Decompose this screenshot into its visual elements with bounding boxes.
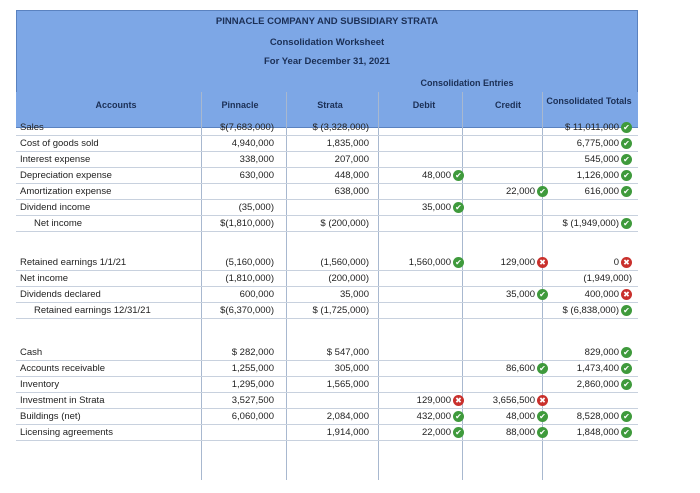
col-debit: Debit bbox=[412, 100, 436, 110]
x-icon: ✖ bbox=[537, 395, 548, 406]
strata-cell: 1,565,000 bbox=[326, 379, 369, 390]
check-icon: ✔ bbox=[537, 411, 548, 422]
col-pinnacle: Pinnacle bbox=[221, 100, 259, 110]
check-icon: ✔ bbox=[537, 289, 548, 300]
company-title: PINNACLE COMPANY AND SUBSIDIARY STRATA bbox=[215, 16, 439, 27]
x-icon: ✖ bbox=[537, 257, 548, 268]
strata-cell: 638,000 bbox=[334, 186, 369, 197]
debit-cell[interactable] bbox=[384, 216, 464, 231]
strata-cell: 1,914,000 bbox=[326, 427, 369, 438]
table-row bbox=[16, 377, 638, 392]
strata-cell bbox=[291, 393, 369, 408]
table-row bbox=[16, 152, 638, 167]
strata-cell: (1,560,000) bbox=[320, 257, 369, 268]
total-cell[interactable]: 6,775,000 ✔ bbox=[546, 136, 632, 151]
consolidation-worksheet bbox=[16, 10, 638, 480]
pinnacle-cell bbox=[206, 425, 274, 440]
pinnacle-cell: (1,810,000) bbox=[225, 273, 274, 284]
credit-cell[interactable]: 86,600 ✔ bbox=[468, 361, 548, 376]
debit-cell[interactable]: 48,000 ✔ bbox=[384, 168, 464, 183]
account-name: Inventory bbox=[20, 379, 60, 390]
consolidation-entries-header: Consolidation Entries bbox=[420, 78, 514, 88]
account-name: Net income bbox=[20, 273, 69, 284]
table-row bbox=[16, 425, 638, 440]
account-name: Interest expense bbox=[20, 154, 91, 165]
debit-cell[interactable] bbox=[384, 377, 464, 392]
check-icon: ✔ bbox=[537, 186, 548, 197]
pinnacle-cell: 3,527,500 bbox=[231, 395, 274, 406]
credit-cell[interactable] bbox=[468, 303, 548, 318]
check-icon: ✔ bbox=[453, 202, 464, 213]
account-name: Licensing agreements bbox=[20, 427, 113, 438]
pinnacle-cell: 600,000 bbox=[239, 289, 274, 300]
credit-cell[interactable] bbox=[468, 216, 548, 231]
account-name: Amortization expense bbox=[20, 186, 112, 197]
account-name: Retained earnings 1/1/21 bbox=[20, 257, 127, 268]
check-icon: ✔ bbox=[621, 427, 632, 438]
pinnacle-cell: 1,255,000 bbox=[231, 363, 274, 374]
account-name: Investment in Strata bbox=[20, 395, 105, 406]
worksheet-period: For Year December 31, 2021 bbox=[263, 56, 391, 67]
table-row bbox=[16, 271, 638, 286]
account-name: Net income bbox=[34, 218, 83, 229]
debit-cell[interactable] bbox=[384, 361, 464, 376]
total-cell[interactable]: 545,000 ✔ bbox=[546, 152, 632, 167]
check-icon: ✔ bbox=[537, 363, 548, 374]
total-cell[interactable]: 400,000 ✖ bbox=[546, 287, 632, 302]
strata-cell: $ (3,328,000) bbox=[312, 122, 369, 133]
strata-cell: $ 547,000 bbox=[326, 347, 369, 358]
total-cell[interactable]: $ (1,949,000) ✔ bbox=[546, 216, 632, 231]
total-cell[interactable]: $ 11,011,000 ✔ bbox=[546, 120, 632, 135]
account-name: Buildings (net) bbox=[20, 411, 81, 422]
strata-cell: (200,000) bbox=[328, 273, 369, 284]
table-row bbox=[16, 287, 638, 302]
debit-cell[interactable]: 129,000 ✖ bbox=[384, 393, 464, 408]
debit-cell[interactable] bbox=[384, 303, 464, 318]
total-cell[interactable]: 2,860,000 ✔ bbox=[546, 377, 632, 392]
pinnacle-cell bbox=[206, 184, 274, 199]
table-row bbox=[16, 120, 638, 135]
account-name: Cost of goods sold bbox=[20, 138, 99, 149]
col-credit: Credit bbox=[494, 100, 521, 110]
pinnacle-cell: (5,160,000) bbox=[225, 257, 274, 268]
total-cell[interactable] bbox=[546, 200, 632, 215]
check-icon: ✔ bbox=[453, 427, 464, 438]
credit-cell[interactable]: 88,000 ✔ bbox=[468, 425, 548, 440]
credit-cell[interactable] bbox=[468, 200, 548, 215]
x-icon: ✖ bbox=[621, 289, 632, 300]
check-icon: ✔ bbox=[621, 347, 632, 358]
debit-cell[interactable] bbox=[384, 120, 464, 135]
strata-cell: 1,835,000 bbox=[326, 138, 369, 149]
credit-cell[interactable] bbox=[468, 136, 548, 151]
account-name: Dividend income bbox=[20, 202, 91, 213]
total-cell[interactable]: (1,949,000) bbox=[583, 273, 632, 284]
col-consolidated: Consolidated Totals bbox=[546, 96, 632, 106]
check-icon: ✔ bbox=[621, 186, 632, 197]
credit-cell[interactable] bbox=[468, 168, 548, 183]
row-divider bbox=[16, 318, 638, 319]
account-name: Cash bbox=[20, 347, 43, 358]
credit-cell[interactable]: 22,000 ✔ bbox=[468, 184, 548, 199]
worksheet-title: Consolidation Worksheet bbox=[269, 37, 385, 48]
pinnacle-cell: 338,000 bbox=[239, 154, 274, 165]
row-divider bbox=[16, 231, 638, 232]
check-icon: ✔ bbox=[621, 138, 632, 149]
strata-cell: 207,000 bbox=[334, 154, 369, 165]
credit-cell[interactable] bbox=[468, 345, 548, 360]
table-row bbox=[16, 168, 638, 183]
total-cell[interactable]: 1,126,000 ✔ bbox=[546, 168, 632, 183]
pinnacle-cell: 1,295,000 bbox=[231, 379, 274, 390]
account-name: Retained earnings 12/31/21 bbox=[34, 305, 151, 316]
debit-cell[interactable]: 432,000 ✔ bbox=[384, 409, 464, 424]
table-row bbox=[16, 361, 638, 376]
account-name: Dividends declared bbox=[20, 289, 101, 300]
debit-cell[interactable] bbox=[384, 136, 464, 151]
table-row bbox=[16, 393, 638, 408]
total-cell[interactable]: 616,000 ✔ bbox=[546, 184, 632, 199]
account-name: Depreciation expense bbox=[20, 170, 112, 181]
credit-cell[interactable]: 35,000 ✔ bbox=[468, 287, 548, 302]
credit-cell[interactable] bbox=[468, 377, 548, 392]
table-row bbox=[16, 216, 638, 231]
check-icon: ✔ bbox=[621, 122, 632, 133]
col-strata: Strata bbox=[317, 100, 343, 110]
debit-cell[interactable]: 1,560,000 ✔ bbox=[384, 255, 464, 270]
debit-cell[interactable] bbox=[384, 184, 464, 199]
pinnacle-cell: 6,060,000 bbox=[231, 411, 274, 422]
table-row bbox=[16, 409, 638, 424]
pinnacle-cell: 4,940,000 bbox=[231, 138, 274, 149]
strata-cell: 305,000 bbox=[334, 363, 369, 374]
check-icon: ✔ bbox=[453, 411, 464, 422]
strata-cell: 448,000 bbox=[334, 170, 369, 181]
credit-cell[interactable] bbox=[468, 120, 548, 135]
total-cell[interactable]: 829,000 ✔ bbox=[546, 345, 632, 360]
debit-cell[interactable] bbox=[384, 271, 464, 286]
table-row bbox=[16, 200, 638, 215]
credit-cell[interactable]: 3,656,500 ✖ bbox=[468, 393, 548, 408]
credit-cell[interactable] bbox=[468, 271, 548, 286]
table-row bbox=[16, 136, 638, 151]
pinnacle-cell: (35,000) bbox=[238, 202, 274, 213]
check-icon: ✔ bbox=[453, 257, 464, 268]
strata-cell: $ (1,725,000) bbox=[312, 305, 369, 316]
x-icon: ✖ bbox=[453, 395, 464, 406]
check-icon: ✔ bbox=[621, 411, 632, 422]
total-cell[interactable]: $ (6,838,000) ✔ bbox=[546, 303, 632, 318]
total-cell[interactable] bbox=[546, 393, 632, 408]
total-cell[interactable]: 1,848,000 ✔ bbox=[546, 425, 632, 440]
strata-cell: 2,084,000 bbox=[326, 411, 369, 422]
col-accounts: Accounts bbox=[95, 100, 137, 110]
strata-cell: $ (200,000) bbox=[320, 218, 369, 229]
table-row bbox=[16, 345, 638, 360]
check-icon: ✔ bbox=[621, 305, 632, 316]
total-cell[interactable]: 1,473,400 ✔ bbox=[546, 361, 632, 376]
credit-cell[interactable] bbox=[468, 152, 548, 167]
debit-cell[interactable]: 22,000 ✔ bbox=[384, 425, 464, 440]
pinnacle-cell: $(6,370,000) bbox=[220, 305, 274, 316]
account-name: Sales bbox=[20, 122, 44, 133]
table-row bbox=[16, 255, 638, 270]
check-icon: ✔ bbox=[453, 170, 464, 181]
check-icon: ✔ bbox=[537, 427, 548, 438]
credit-cell[interactable]: 48,000 ✔ bbox=[468, 409, 548, 424]
table-row bbox=[16, 184, 638, 199]
strata-cell bbox=[291, 200, 369, 215]
total-cell[interactable]: 8,528,000 ✔ bbox=[546, 409, 632, 424]
check-icon: ✔ bbox=[621, 154, 632, 165]
check-icon: ✔ bbox=[621, 363, 632, 374]
total-cell[interactable]: 0 ✖ bbox=[546, 255, 632, 270]
check-icon: ✔ bbox=[621, 170, 632, 181]
account-name: Accounts receivable bbox=[20, 363, 106, 374]
check-icon: ✔ bbox=[621, 218, 632, 229]
pinnacle-cell: 630,000 bbox=[239, 170, 274, 181]
debit-cell[interactable] bbox=[384, 345, 464, 360]
debit-cell[interactable] bbox=[384, 152, 464, 167]
row-divider bbox=[16, 440, 638, 441]
pinnacle-cell: $ 282,000 bbox=[231, 347, 274, 358]
debit-cell[interactable]: 35,000 ✔ bbox=[384, 200, 464, 215]
check-icon: ✔ bbox=[621, 379, 632, 390]
table-row bbox=[16, 303, 638, 318]
x-icon: ✖ bbox=[621, 257, 632, 268]
credit-cell[interactable]: 129,000 ✖ bbox=[468, 255, 548, 270]
strata-cell: 35,000 bbox=[339, 289, 369, 300]
pinnacle-cell: $(7,683,000) bbox=[220, 122, 274, 133]
debit-cell[interactable] bbox=[384, 287, 464, 302]
pinnacle-cell: $(1,810,000) bbox=[220, 218, 274, 229]
